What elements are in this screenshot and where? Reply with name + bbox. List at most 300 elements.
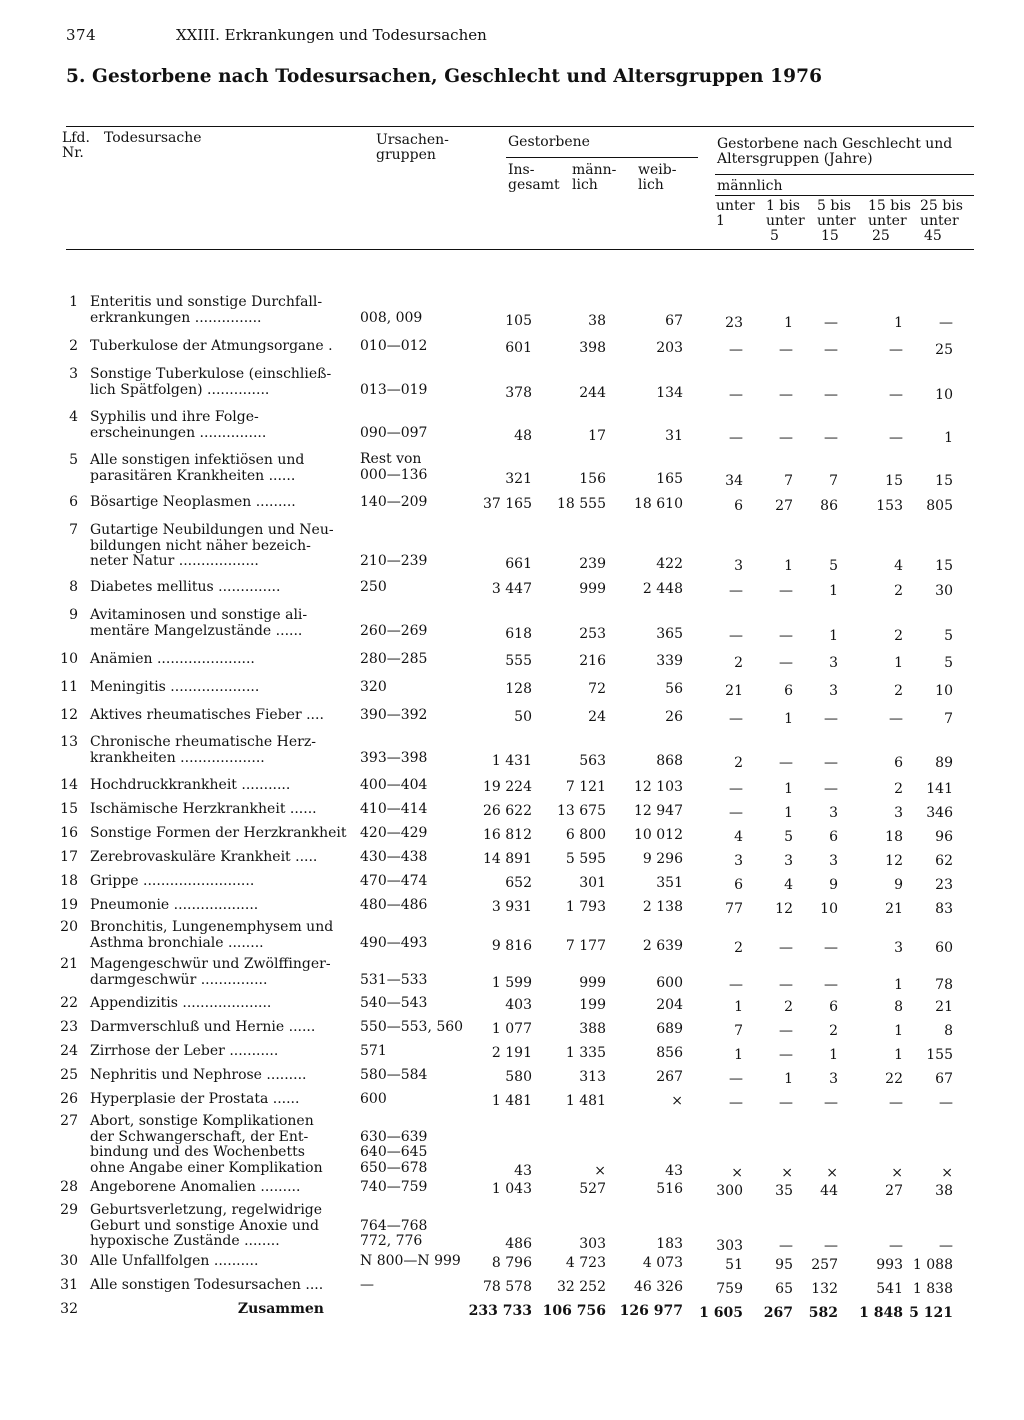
value-maennlich: 313 xyxy=(579,1069,606,1085)
value-age-group: 7 xyxy=(829,472,838,489)
value-age-group: — xyxy=(889,386,903,403)
row-number: 1 xyxy=(69,294,78,310)
value-age-group: — xyxy=(729,627,743,644)
value-weiblich: 2 448 xyxy=(642,581,683,597)
value-insgesamt: 78 578 xyxy=(483,1279,532,1295)
value-age-group: — xyxy=(779,627,793,644)
cause-group-line: 013—019 xyxy=(360,381,428,398)
value-age-group: — xyxy=(824,386,838,403)
cause-text xyxy=(90,339,340,355)
value-age-group: — xyxy=(729,1071,743,1087)
value-weiblich: 868 xyxy=(656,752,683,769)
value-age-group: 541 xyxy=(876,1281,903,1297)
value-maennlich: 199 xyxy=(579,997,606,1013)
cause-line: bildungen nicht näher bezeich- xyxy=(90,537,311,554)
header-age-15-25: 15 bis unter 25 xyxy=(868,198,911,244)
value-maennlich: 527 xyxy=(579,1181,606,1197)
value-maennlich: 4 723 xyxy=(565,1255,606,1271)
cause-group-line: 550—553, 560 xyxy=(360,1019,464,1035)
value-age-group: 4 xyxy=(734,829,743,845)
value-age-group: — xyxy=(779,1095,793,1111)
value-age-group: 1 xyxy=(734,999,743,1015)
cause-text xyxy=(90,1114,340,1176)
row-number: 19 xyxy=(60,897,78,913)
value-age-group: 23 xyxy=(935,877,953,893)
header-age-unter-1: unter 1 xyxy=(716,198,755,229)
cause-group-line: 600 xyxy=(360,1091,387,1107)
value-weiblich: 12 947 xyxy=(634,803,683,819)
cause-line: mentäre Mangelzustände ...... xyxy=(90,622,303,639)
value-age-group: 303 xyxy=(716,1238,743,1254)
cause-group-line: 540—543 xyxy=(360,995,428,1011)
value-age-group: 5 xyxy=(784,829,793,845)
cause-text xyxy=(90,735,340,766)
cause-text xyxy=(90,996,340,1012)
cause-line: Sonstige Formen der Herzkrankheit xyxy=(90,825,347,841)
cause-text xyxy=(90,1203,340,1250)
cause-group xyxy=(360,580,460,596)
cause-group xyxy=(360,802,460,818)
cause-text xyxy=(90,850,340,866)
cause-group-line: 740—759 xyxy=(360,1179,428,1195)
value-weiblich: 856 xyxy=(656,1045,683,1061)
value-weiblich: 165 xyxy=(656,470,683,487)
value-age-group: 9 xyxy=(829,877,838,893)
value-weiblich: × xyxy=(671,1093,683,1109)
value-age-group: 2 xyxy=(784,999,793,1015)
value-insgesamt: 580 xyxy=(505,1069,532,1085)
value-age-group: 5 xyxy=(944,655,953,671)
value-age-group: 759 xyxy=(716,1281,743,1297)
value-age-group: — xyxy=(824,1238,838,1254)
value-maennlich: 7 121 xyxy=(565,779,606,795)
header-age-25-45: 25 bis unter 45 xyxy=(920,198,963,244)
cause-text xyxy=(90,1044,340,1060)
value-insgesamt: 19 224 xyxy=(483,779,532,795)
value-age-group: 267 xyxy=(763,1305,793,1321)
value-age-group: — xyxy=(889,711,903,727)
header-lfd-nr: Lfd. Nr. xyxy=(62,130,90,161)
row-number: 23 xyxy=(60,1019,78,1035)
cause-group xyxy=(360,850,460,866)
value-weiblich: 339 xyxy=(656,653,683,669)
value-age-group: — xyxy=(729,711,743,727)
value-maennlich: 106 756 xyxy=(542,1303,606,1319)
value-age-group: 3 xyxy=(894,939,903,956)
cause-group xyxy=(360,1092,460,1108)
cause-group-line: 410—414 xyxy=(360,801,428,817)
value-age-group: 1 xyxy=(944,429,953,446)
value-age-group: 3 xyxy=(829,853,838,869)
cause-text xyxy=(90,874,340,890)
value-age-group: 3 xyxy=(829,805,838,821)
cause-group-line: 630—639 xyxy=(360,1128,428,1145)
cause-text xyxy=(90,580,340,596)
cause-line: Anämien ...................... xyxy=(90,651,255,667)
cause-group-line: 210—239 xyxy=(360,553,428,569)
value-maennlich: 1 481 xyxy=(565,1093,606,1109)
value-insgesamt: 601 xyxy=(505,340,532,356)
value-weiblich: 10 012 xyxy=(634,827,683,843)
value-age-group: 1 xyxy=(784,558,793,574)
value-age-group: 77 xyxy=(725,901,743,917)
value-insgesamt: 3 447 xyxy=(491,581,532,597)
cause-line: Gutartige Neubildungen und Neu- xyxy=(90,522,334,538)
cause-line: Chronische rheumatische Herz- xyxy=(90,734,316,750)
value-age-group: 5 xyxy=(944,627,953,644)
cause-group xyxy=(360,339,460,355)
value-age-group: 60 xyxy=(935,939,953,956)
value-age-group: 3 xyxy=(829,655,838,671)
cause-text xyxy=(90,802,340,818)
value-age-group: 9 xyxy=(894,877,903,893)
row-number: 11 xyxy=(60,679,78,695)
row-number: 3 xyxy=(69,366,78,382)
cause-line: darmgeschwür ............... xyxy=(90,971,268,988)
value-weiblich: 12 103 xyxy=(634,779,683,795)
value-maennlich: 13 675 xyxy=(557,803,606,819)
cause-text xyxy=(90,1092,340,1108)
geschlecht-rule xyxy=(715,174,974,175)
value-age-group: — xyxy=(889,1095,903,1111)
cause-group xyxy=(360,652,460,668)
value-age-group: 18 xyxy=(885,829,903,845)
value-age-group: 1 xyxy=(784,805,793,821)
value-age-group: 12 xyxy=(885,853,903,869)
cause-group-line: Rest von xyxy=(360,451,422,467)
value-age-group: × xyxy=(891,1164,903,1181)
cause-group xyxy=(360,973,460,989)
value-age-group: 3 xyxy=(829,683,838,699)
value-age-group: — xyxy=(889,1238,903,1254)
cause-text xyxy=(90,523,340,570)
value-age-group: 2 xyxy=(894,781,903,797)
value-age-group: 1 088 xyxy=(912,1257,953,1273)
cause-line: krankheiten ................... xyxy=(90,749,265,766)
value-maennlich: 398 xyxy=(579,340,606,356)
cause-group-line: 430—438 xyxy=(360,849,428,865)
row-number: 26 xyxy=(60,1091,78,1107)
row-number: 9 xyxy=(69,607,78,623)
cause-text xyxy=(90,1254,340,1270)
value-age-group: 62 xyxy=(935,853,953,869)
value-insgesamt: 43 xyxy=(514,1162,532,1179)
value-age-group: 1 xyxy=(734,1047,743,1063)
value-maennlich: 18 555 xyxy=(557,496,606,512)
value-age-group: 27 xyxy=(775,498,793,514)
value-insgesamt: 8 796 xyxy=(491,1255,532,1271)
cause-line: Appendizitis .................... xyxy=(90,995,272,1011)
value-insgesamt: 378 xyxy=(505,384,532,401)
cause-line: Enteritis und sonstige Durchfall- xyxy=(90,294,323,310)
header-nach-geschlecht: Gestorbene nach Geschlecht und Altersgruppen (Jahre) xyxy=(717,136,953,167)
value-weiblich: 26 xyxy=(665,709,683,725)
cause-group xyxy=(360,1068,460,1084)
value-age-group: 3 xyxy=(829,1071,838,1087)
value-maennlich: 7 177 xyxy=(565,937,606,954)
value-age-group: — xyxy=(729,805,743,821)
value-insgesamt: 3 931 xyxy=(491,899,532,915)
header-age-1-5: 1 bis unter 5 xyxy=(766,198,805,244)
row-number: 16 xyxy=(60,825,78,841)
value-age-group: 15 xyxy=(885,472,903,489)
value-age-group: 4 xyxy=(784,877,793,893)
value-age-group: 4 xyxy=(894,558,903,574)
cause-group xyxy=(360,311,460,327)
cause-text xyxy=(90,495,340,511)
cause-group xyxy=(360,426,460,442)
value-age-group: 2 xyxy=(894,583,903,599)
value-insgesamt: 105 xyxy=(505,312,532,329)
cause-line: Zusammen xyxy=(237,1301,324,1317)
value-age-group: 86 xyxy=(820,498,838,514)
value-age-group: × xyxy=(781,1164,793,1181)
row-number: 18 xyxy=(60,873,78,889)
value-age-group: — xyxy=(779,754,793,771)
value-age-group: 300 xyxy=(716,1183,743,1199)
cause-line: Zerebrovaskuläre Krankheit ..... xyxy=(90,849,318,865)
value-age-group: 34 xyxy=(725,472,743,489)
cause-line: erscheinungen ............... xyxy=(90,424,267,441)
value-maennlich: 239 xyxy=(579,556,606,572)
row-number: 4 xyxy=(69,409,78,425)
cause-group-line: N 800—N 999 xyxy=(360,1253,461,1269)
cause-group xyxy=(360,751,460,767)
row-number: 6 xyxy=(69,494,78,510)
row-number: 27 xyxy=(60,1113,78,1129)
value-age-group: — xyxy=(824,429,838,446)
value-insgesamt: 1 599 xyxy=(491,974,532,991)
gestorbene-rule xyxy=(506,157,698,158)
value-weiblich: 365 xyxy=(656,625,683,642)
value-maennlich: 24 xyxy=(588,709,606,725)
value-age-group: 153 xyxy=(876,498,903,514)
header-bottom-rule xyxy=(66,249,974,250)
cause-line: ohne Angabe einer Komplikation xyxy=(90,1159,323,1176)
value-maennlich: 303 xyxy=(579,1236,606,1252)
cause-line: Syphilis und ihre Folge- xyxy=(90,409,259,425)
value-insgesamt: 1 043 xyxy=(491,1181,532,1197)
value-age-group: 7 xyxy=(734,1023,743,1039)
value-age-group: 10 xyxy=(935,386,953,403)
cause-line: hypoxische Zustände ........ xyxy=(90,1233,280,1249)
value-age-group: 993 xyxy=(876,1257,903,1273)
value-age-group: — xyxy=(889,429,903,446)
value-age-group: 10 xyxy=(935,683,953,699)
value-insgesamt: 486 xyxy=(505,1236,532,1252)
value-age-group: 1 xyxy=(784,781,793,797)
value-age-group: 35 xyxy=(775,1183,793,1199)
value-age-group: 805 xyxy=(926,498,953,514)
cause-text xyxy=(90,1068,340,1084)
value-age-group: — xyxy=(779,976,793,993)
cause-group xyxy=(360,778,460,794)
row-number: 28 xyxy=(60,1179,78,1195)
value-insgesamt: 50 xyxy=(514,709,532,725)
cause-group xyxy=(360,452,460,483)
cause-line: Geburtsverletzung, regelwidrige xyxy=(90,1202,323,1218)
value-maennlich: 156 xyxy=(579,470,606,487)
value-age-group: 27 xyxy=(885,1183,903,1199)
row-number: 21 xyxy=(60,956,78,972)
value-weiblich: 31 xyxy=(665,427,683,444)
value-age-group: 155 xyxy=(926,1047,953,1063)
cause-line: Darmverschluß und Hernie ...... xyxy=(90,1019,316,1035)
value-insgesamt: 652 xyxy=(505,875,532,891)
cause-line: bindung und des Wochenbetts xyxy=(90,1144,305,1160)
value-weiblich: 422 xyxy=(656,556,683,572)
value-age-group: 257 xyxy=(811,1257,838,1273)
row-number: 20 xyxy=(60,919,78,935)
cause-group-line: 250 xyxy=(360,579,387,595)
cause-line: Alle sonstigen Todesursachen .... xyxy=(90,1277,324,1293)
cause-group xyxy=(360,898,460,914)
cause-group-line: 400—404 xyxy=(360,777,428,793)
cause-group-line: 390—392 xyxy=(360,707,428,723)
value-age-group: 21 xyxy=(725,683,743,699)
value-age-group: 95 xyxy=(775,1257,793,1273)
value-insgesamt: 14 891 xyxy=(483,851,532,867)
cause-group xyxy=(360,495,460,511)
value-age-group: 78 xyxy=(935,976,953,993)
value-maennlich: 999 xyxy=(579,974,606,991)
row-number: 30 xyxy=(60,1253,78,1269)
value-age-group: — xyxy=(824,939,838,956)
value-age-group: 132 xyxy=(811,1281,838,1297)
value-age-group: 3 xyxy=(894,805,903,821)
cause-line: der Schwangerschaft, der Ent- xyxy=(90,1128,309,1145)
cause-line: Alle sonstigen infektiösen und xyxy=(90,452,305,468)
cause-line: Zirrhose der Leber ........... xyxy=(90,1043,279,1059)
header-weiblich: weib- lich xyxy=(638,162,677,193)
value-maennlich: 563 xyxy=(579,752,606,769)
value-age-group: — xyxy=(939,1238,953,1254)
value-age-group: 1 xyxy=(829,583,838,599)
row-number: 31 xyxy=(60,1277,78,1293)
value-age-group: 1 xyxy=(894,1023,903,1039)
value-age-group: — xyxy=(729,1095,743,1111)
value-age-group: — xyxy=(824,342,838,358)
row-number: 17 xyxy=(60,849,78,865)
value-weiblich: 267 xyxy=(656,1069,683,1085)
row-number: 14 xyxy=(60,777,78,793)
row-number: 25 xyxy=(60,1067,78,1083)
cause-text xyxy=(90,652,340,668)
row-number: 8 xyxy=(69,579,78,595)
cause-group-line: — xyxy=(360,1277,374,1293)
cause-line: Meningitis .................... xyxy=(90,679,260,695)
value-age-group: 1 xyxy=(784,711,793,727)
cause-line: Hyperplasie der Prostata ...... xyxy=(90,1091,300,1107)
value-age-group: 1 xyxy=(784,1071,793,1087)
cause-line: Geburt und sonstige Anoxie und xyxy=(90,1217,319,1234)
cause-group-line: 008, 009 xyxy=(360,309,423,326)
value-age-group: 2 xyxy=(734,939,743,956)
value-age-group: — xyxy=(729,429,743,446)
cause-line: Angeborene Anomalien ......... xyxy=(90,1179,301,1195)
cause-line: Asthma bronchiale ........ xyxy=(90,934,264,951)
value-maennlich: 6 800 xyxy=(565,827,606,843)
value-age-group: 15 xyxy=(935,558,953,574)
value-maennlich: 5 595 xyxy=(565,851,606,867)
value-insgesamt: 321 xyxy=(505,470,532,487)
row-number: 2 xyxy=(69,338,78,354)
row-number: 7 xyxy=(69,522,78,538)
cause-group-line: 640—645 xyxy=(360,1144,428,1160)
value-maennlich: 1 335 xyxy=(565,1045,606,1061)
value-age-group: × xyxy=(826,1164,838,1181)
value-age-group: 25 xyxy=(935,342,953,358)
value-age-group: 3 xyxy=(734,558,743,574)
table-title: 5. Gestorbene nach Todesursachen, Geschlecht und Altersgruppen 1976 xyxy=(66,66,823,87)
header-maennlich: männ- lich xyxy=(572,162,617,193)
value-weiblich: 600 xyxy=(656,974,683,991)
cause-group xyxy=(360,1180,460,1196)
value-age-group: 1 xyxy=(894,655,903,671)
running-head xyxy=(66,26,487,44)
cause-text xyxy=(90,453,340,484)
cause-text xyxy=(90,898,340,914)
value-age-group: 8 xyxy=(944,1023,953,1039)
value-age-group: — xyxy=(824,781,838,797)
cause-line: parasitären Krankheiten ...... xyxy=(90,467,296,484)
value-maennlich: 388 xyxy=(579,1021,606,1037)
value-weiblich: 204 xyxy=(656,997,683,1013)
cause-group-line: 480—486 xyxy=(360,897,428,913)
value-weiblich: 2 138 xyxy=(642,899,683,915)
value-age-group: 83 xyxy=(935,901,953,917)
value-insgesamt: 48 xyxy=(514,427,532,444)
value-age-group: 2 xyxy=(734,754,743,771)
value-age-group: 6 xyxy=(829,999,838,1015)
cause-group-line: 260—269 xyxy=(360,622,428,639)
cause-group xyxy=(360,996,460,1012)
value-age-group: — xyxy=(779,1023,793,1039)
cause-group xyxy=(360,1019,464,1036)
cause-line: Tuberkulose der Atmungsorgane . xyxy=(90,338,333,354)
value-age-group: 6 xyxy=(829,829,838,845)
value-age-group: 6 xyxy=(894,754,903,771)
cause-text xyxy=(90,608,340,639)
value-weiblich: 46 326 xyxy=(634,1279,683,1295)
value-age-group: 1 xyxy=(894,314,903,331)
value-age-group: 6 xyxy=(734,877,743,893)
cause-group-line: 580—584 xyxy=(360,1067,428,1083)
cause-line: Nephritis und Nephrose ......... xyxy=(90,1067,307,1083)
value-age-group: 22 xyxy=(885,1071,903,1087)
cause-text xyxy=(90,295,340,326)
row-number: 24 xyxy=(60,1043,78,1059)
header-insgesamt: Ins- gesamt xyxy=(508,162,560,193)
value-weiblich: 18 610 xyxy=(634,496,683,512)
cause-group xyxy=(360,1044,460,1060)
value-age-group: — xyxy=(824,314,838,331)
value-weiblich: 134 xyxy=(656,384,683,401)
cause-line: Bronchitis, Lungenemphysem und xyxy=(90,919,334,935)
value-age-group: 30 xyxy=(935,583,953,599)
value-age-group: 1 xyxy=(829,1047,838,1063)
cause-text xyxy=(90,367,340,398)
value-age-group: — xyxy=(824,754,838,771)
value-weiblich: 2 639 xyxy=(642,937,683,954)
value-age-group: 23 xyxy=(725,314,743,331)
cause-line: Pneumonie ................... xyxy=(90,897,259,913)
value-maennlich: 216 xyxy=(579,653,606,669)
cause-group xyxy=(360,554,460,570)
value-insgesamt: 1 431 xyxy=(491,752,532,769)
cause-group-line: 280—285 xyxy=(360,651,428,667)
value-age-group: — xyxy=(824,711,838,727)
